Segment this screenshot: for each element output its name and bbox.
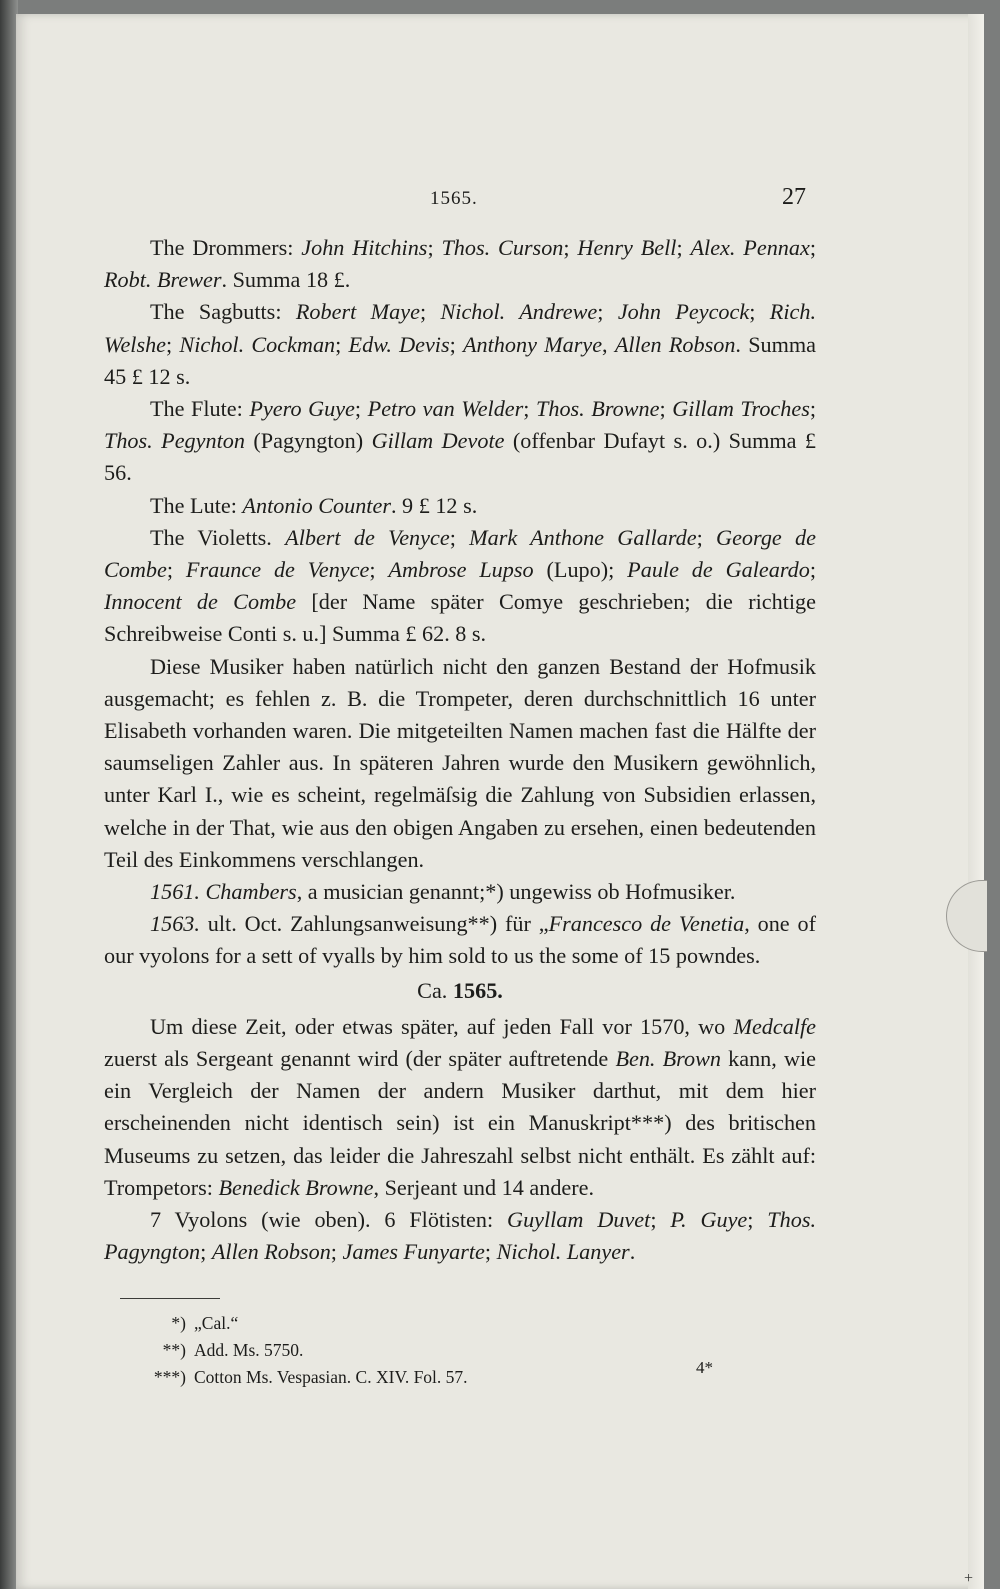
page-number: 27: [782, 184, 806, 210]
section-heading: Ca. 1565.: [417, 977, 503, 1003]
footnote-text: Add. Ms. 5750.: [194, 1340, 304, 1360]
footnote-mark: *): [171, 1313, 186, 1333]
entry-1563: 1563. ult. Oct. Zahlungsanweisung**) für „Francesco de Venetia, one of our vyolons for a sett of vyalls by him sold to us the some of 15 powndes.: [104, 911, 816, 969]
corner-mark: +: [964, 1570, 974, 1587]
footnote-mark: **): [162, 1340, 186, 1360]
running-head: [16, 176, 984, 216]
paragraph-sagbutts: The Sagbutts: Robert Maye; Nichol. Andrewe; John Peycock; Rich. Welshe; Nichol. Cockman; Edw. Devis; Anthony Marye, Allen Robson. Summa 45 £ 12 s.: [104, 299, 816, 389]
footnote-rule: [120, 1298, 220, 1299]
paragraph-lute: The Lute: Antonio Counter. 9 £ 12 s.: [150, 492, 478, 518]
footnote-text: Cotton Ms. Vespasian. C. XIV. Fol. 57.: [194, 1367, 468, 1387]
running-head-year: 1565.: [430, 188, 478, 209]
paragraph-vyolons: 7 Vyolons (wie oben). 6 Flötisten: Guyllam Duvet; P. Guye; Thos. Pagyngton; Allen Robson; James Funyarte; Nichol. Lanyer.: [104, 1207, 817, 1265]
paragraph-violetts: The Violetts. Albert de Venyce; Mark Anthone Gallarde; George de Combe; Fraunce de Venyce; Ambrose Lupso (Lupo); Paule de Galeardo; Innocent de Combe [der Name später Comye geschrieben; die richtige Schreibweise Conti s. u.] Summa £ 62. 8 s.: [104, 524, 817, 647]
paragraph-musiker: Diese Musiker haben natürlich nicht den ganzen Bestand der Hofmusik ausgemacht; es fehlen z. B. die Trompeter, deren durchschnittlich 16 unter Elisabeth vorhanden waren. Die mitgeteilten Namen machen fast die Hälfte der saumseligen Zahler aus. In späteren Jahren wurde den Musikern gewöhnlich, unter Karl I., wie es scheint, regelmäſsig die Zahlung von Subsidien erlassen, welche in der That, wie aus den obigen Angaben zu ersehen, einen bedeutenden Teil des Einkommens verschlangen.: [104, 653, 816, 872]
paragraph-um: Um diese Zeit, oder etwas später, auf jeden Fall vor 1570, wo Medcalfe zuerst als Sergeant genannt wird (der später auftretende Ben. Brown kann, wie ein Vergleich der Namen der andern Musiker darthut, mit dem hier erscheinenden nicht identisch sein) ist ein Manuskript***) des britischen Museums zu setzen, das leider die Jahreszahl selbst nicht enthält. Es zählt auf: Trompetors: Benedick Browne, Serjeant und 14 andere.: [104, 1013, 817, 1200]
entry-1561: 1561. Chambers, a musician genannt;*) ungewiss ob Hofmusiker.: [150, 879, 736, 905]
paragraph-drommers: The Drommers: John Hitchins; Thos. Curson; Henry Bell; Alex. Pennax; Robt. Brewer. Summa 18 £.: [104, 235, 816, 293]
paragraph-flute: The Flute: Pyero Guye; Petro van Welder; Thos. Browne; Gillam Troches; Thos. Pegynton (Pagyngton) Gillam Devote (offenbar Dufayt s. o.) Summa £ 56.: [104, 396, 817, 486]
signature-mark: 4*: [696, 1358, 713, 1377]
margin-tab: [946, 880, 987, 952]
footnote: [120, 1364, 680, 1391]
footnote: [120, 1337, 680, 1364]
footnotes: [120, 1310, 680, 1391]
footnote-text: „Cal.“: [194, 1313, 239, 1333]
page-edge: [968, 14, 984, 1589]
footnote-mark: ***): [153, 1367, 186, 1387]
footnote: [120, 1310, 680, 1337]
body-text: [104, 232, 816, 1269]
book-page: [16, 14, 984, 1589]
